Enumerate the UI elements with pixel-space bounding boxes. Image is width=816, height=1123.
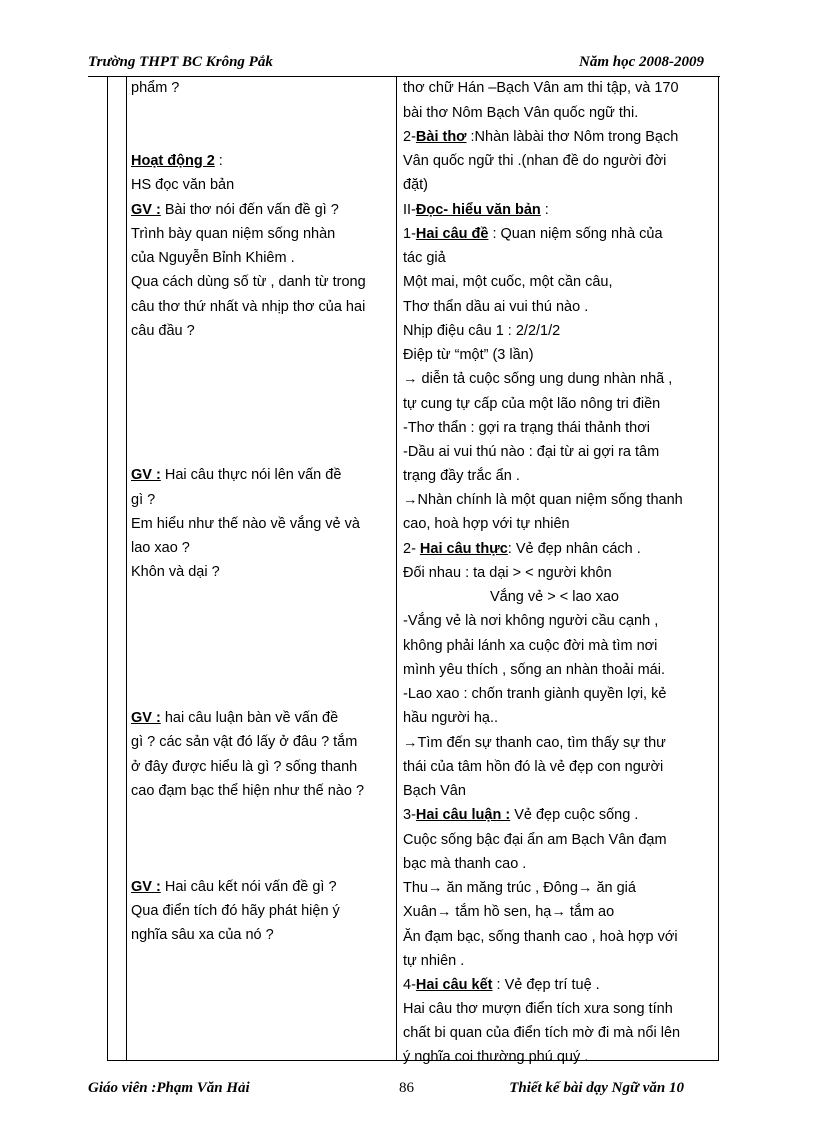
right-line [403, 803, 638, 827]
section-title: Hai câu kết [415, 977, 493, 993]
right-line: Điệp từ “một” (3 lần) [403, 347, 534, 363]
gv-label: GV : [131, 202, 161, 218]
text: diễn tả cuộc sống ung dung nhàn nhã , [417, 371, 673, 387]
section-title: Hai câu luận : [415, 807, 511, 823]
text: : Quan niệm sống nhà của [488, 226, 663, 242]
question-text: hai câu luận bàn về vấn đề [160, 710, 339, 726]
left-line: phẩm ? [131, 80, 180, 96]
gv-question-1 [131, 198, 339, 222]
activity-heading [131, 149, 223, 173]
right-line: Cuộc sống bậc đại ẩn am Bạch Vân đạm [403, 832, 667, 848]
poem-line: Thơ thẩn dầu ai vui thú nào . [403, 299, 589, 315]
left-line: của Nguyễn Bỉnh Khiêm . [131, 250, 295, 266]
left-line: Khôn và dại ? [131, 564, 220, 580]
right-line: Đối nhau : ta dại > < người khôn [403, 565, 612, 581]
right-line [403, 973, 600, 997]
page-number: 86 [399, 1080, 414, 1096]
question-text: Bài thơ nói đến vấn đề gì ? [160, 202, 339, 218]
right-line [403, 125, 678, 149]
activity-colon: : [214, 153, 223, 169]
right-line: Bạch Vân [403, 783, 466, 799]
num: II- [403, 202, 416, 218]
arrow-icon: → [551, 904, 566, 920]
text: : Vẻ đẹp trí tuệ . [492, 977, 600, 993]
text: :Nhàn làbài thơ Nôm trong Bạch [466, 129, 679, 145]
question-text: Hai câu thực nói lên vấn đề [160, 467, 342, 483]
school-name: Trường THPT BC Krông Pắk [88, 54, 273, 70]
left-line: nghĩa sâu xa của nó ? [131, 927, 274, 943]
activity-label: Hoạt động 2 [131, 153, 215, 169]
right-line [403, 537, 641, 561]
num: 2- [403, 129, 416, 145]
right-line: -Lao xao : chốn tranh giành quyền lợi, kẻ [403, 686, 667, 702]
page-footer [88, 1080, 720, 1102]
right-line: Vân quốc ngữ thi .(nhan đề do người đời [403, 153, 667, 169]
left-line: lao xao ? [131, 540, 190, 556]
column-divider [396, 76, 397, 1061]
right-line: không phải lánh xa cuộc đời mà tìm nơi [403, 638, 658, 654]
text: Thu [403, 880, 428, 896]
school-year: Năm học 2008-2009 [579, 54, 704, 70]
right-line: hầu người hạ.. [403, 710, 499, 726]
right-line: chất bi quan của điển tích mờ đi mà nổi lên [403, 1025, 681, 1041]
arrow-icon: → [403, 371, 418, 387]
right-line: tác giả [403, 250, 446, 266]
right-line: trạng đầy trắc ẩn . [403, 468, 520, 484]
right-line: bài thơ Nôm Bạch Vân quốc ngữ thi. [403, 105, 639, 121]
text: : [540, 202, 549, 218]
arrow-icon: → [436, 904, 452, 920]
right-line: tự nhiên . [403, 953, 465, 969]
right-line: Nhịp điệu câu 1 : 2/2/1/2 [403, 323, 561, 339]
section-title: Bài thơ [415, 129, 467, 145]
left-line: cao đạm bạc thể hiện như thế nào ? [131, 783, 365, 799]
arrow-icon: → [428, 880, 443, 896]
right-line: tự cung tự cấp của một lão nông tri điền [403, 396, 661, 412]
left-line: Qua điển tích đó hãy phát hiện ý [131, 903, 340, 919]
teacher-name: Giáo viên :Phạm Văn Hải [88, 1080, 250, 1096]
num: 2- [403, 541, 420, 557]
left-line: Trình bày quan niệm sống nhàn [131, 226, 336, 242]
right-line: Ăn đạm bạc, sống thanh cao , hoà hợp với [403, 929, 678, 945]
gv-label: GV : [131, 710, 161, 726]
right-line [403, 876, 636, 900]
table-margin-column [107, 76, 127, 1061]
gv-question-2 [131, 463, 341, 487]
gv-label: GV : [131, 879, 161, 895]
right-line [403, 488, 683, 512]
right-line: Hai câu thơ mượn điển tích xưa song tính [403, 1001, 673, 1017]
text: tắm hồ sen, hạ [451, 904, 552, 920]
text: Vẻ đẹp cuộc sống . [510, 807, 639, 823]
arrow-icon: → [577, 880, 593, 896]
text: : Vẻ đẹp nhân cách . [507, 541, 641, 557]
left-line: gì ? các sản vật đó lấy ở đâu ? tắm [131, 734, 358, 750]
right-line [403, 731, 666, 755]
right-line: Vắng vẻ > < lao xao [490, 589, 619, 605]
left-line: HS đọc văn bản [131, 177, 235, 193]
num: 3- [403, 807, 416, 823]
left-line: Em hiểu như thế nào về vắng vẻ và [131, 516, 360, 532]
right-line [403, 367, 672, 391]
page-header [88, 54, 720, 77]
section-title: Hai câu đề [415, 226, 489, 242]
arrow-icon: → [403, 492, 418, 508]
right-line: thơ chữ Hán –Bạch Vân am thi tập, và 170 [403, 80, 679, 96]
left-line: gì ? [131, 492, 156, 508]
right-line: -Thơ thẩn : gợi ra trạng thái thảnh thơi [403, 420, 650, 436]
book-title: Thiết kế bài dạy Ngữ văn 10 [509, 1080, 684, 1096]
question-text: Hai câu kết nói vấn đề gì ? [160, 879, 337, 895]
gv-label: GV : [131, 467, 161, 483]
left-line: câu đầu ? [131, 323, 195, 339]
left-line: câu thơ thứ nhất và nhịp thơ của hai [131, 299, 366, 315]
gv-question-3 [131, 706, 338, 730]
text: Nhàn chính là một quan niệm sống thanh [417, 492, 683, 508]
num: 1- [403, 226, 416, 242]
right-line: -Vắng vẻ là nơi không người cầu cạnh , [403, 613, 659, 629]
text: ăn măng trúc , Đông [442, 880, 578, 896]
left-line: ở đây được hiểu là gì ? sống thanh [131, 759, 358, 775]
text: Xuân [403, 904, 437, 920]
text: tắm ao [565, 904, 615, 920]
section-title: Đọc- hiểu văn bản [415, 202, 541, 218]
arrow-icon: → [403, 735, 418, 751]
right-line: mình yêu thích , sống an nhàn thoải mái. [403, 662, 665, 678]
poem-line: Một mai, một cuốc, một cần câu, [403, 274, 613, 290]
text: Tìm đến sự thanh cao, tìm thấy sự thư [417, 735, 666, 751]
right-line [403, 222, 663, 246]
section-title: Hai câu thực [419, 541, 508, 557]
num: 4- [403, 977, 416, 993]
left-line: Qua cách dùng số từ , danh từ trong [131, 274, 366, 290]
right-line: cao, hoà hợp với tự nhiên [403, 516, 570, 532]
gv-question-4 [131, 875, 337, 899]
right-line [403, 198, 549, 222]
right-line [403, 900, 614, 924]
text: ăn giá [592, 880, 636, 896]
right-line: bạc mà thanh cao . [403, 856, 527, 872]
right-line: đặt) [403, 177, 428, 193]
right-line: -Dầu ai vui thú nào : đại từ ai gợi ra tâm [403, 444, 660, 460]
right-line: thái của tâm hồn đó là vẻ đẹp con người [403, 759, 664, 775]
right-line: ý nghĩa coi thường phú quý . [403, 1049, 589, 1065]
